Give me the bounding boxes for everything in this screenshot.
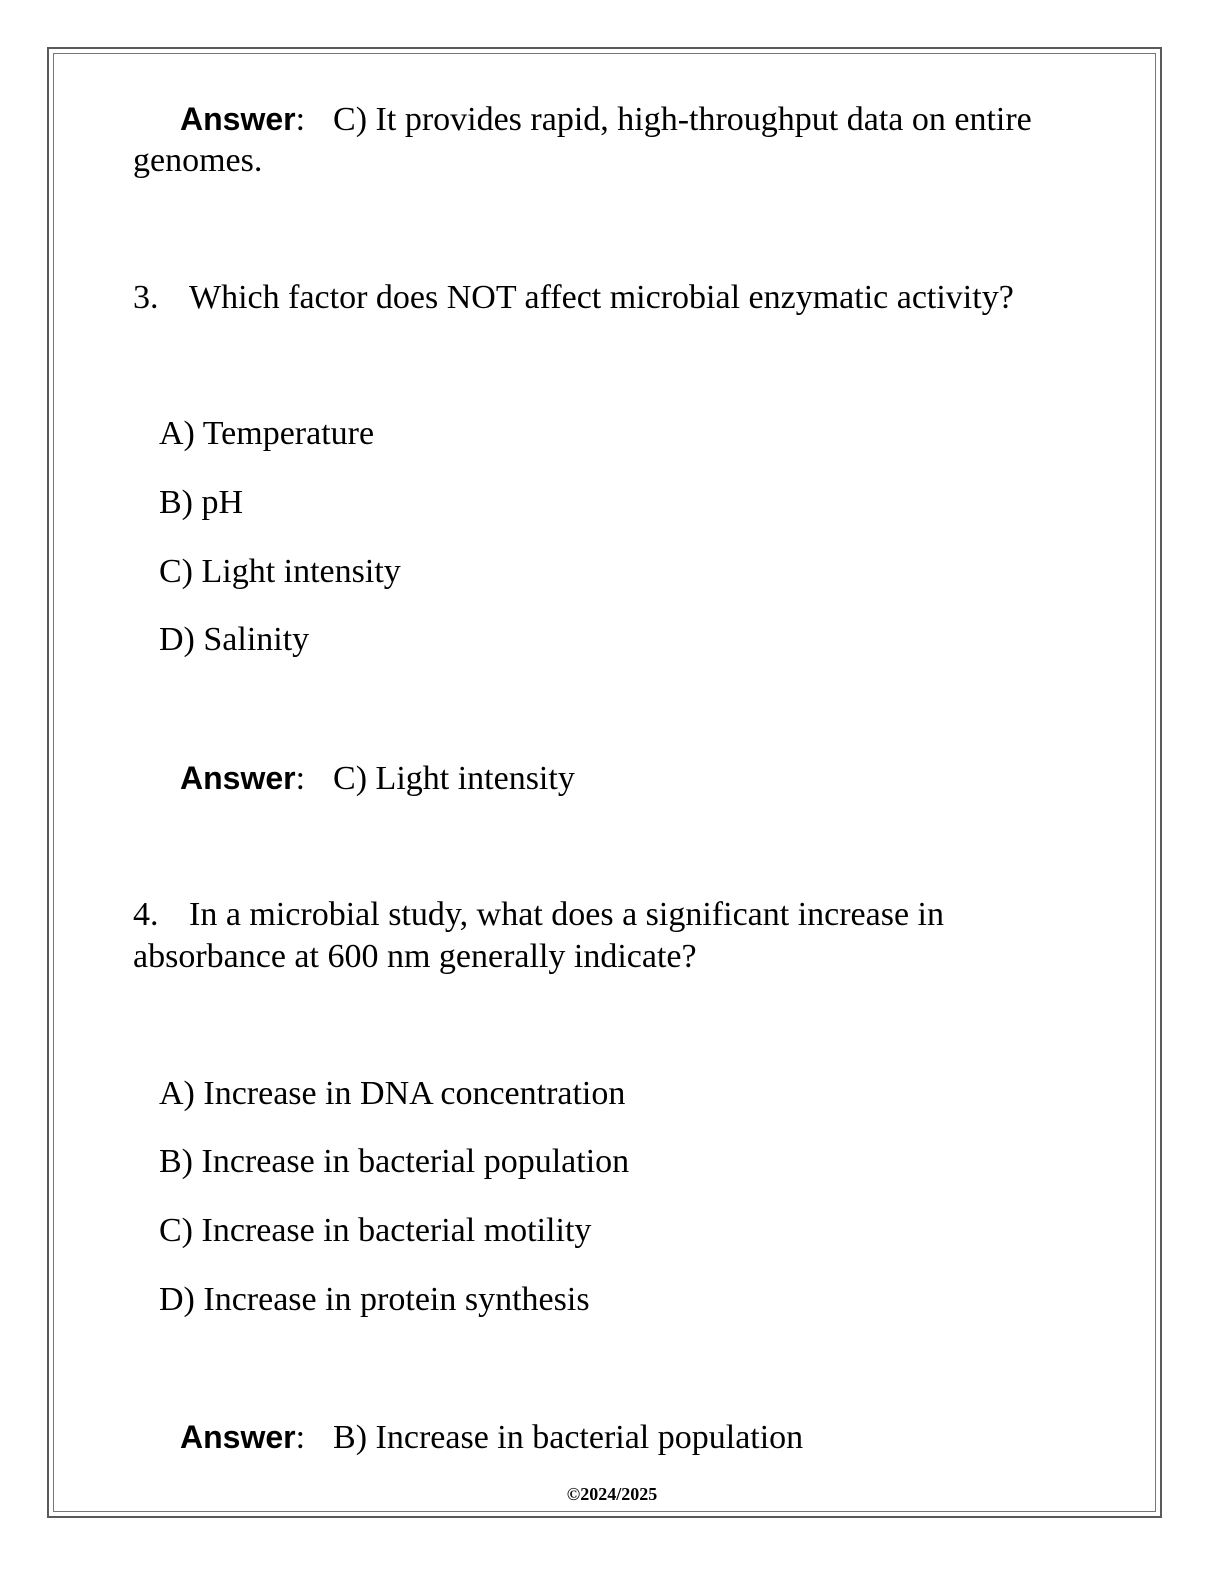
question-4-continuation: absorbance at 600 nm generally indicate? xyxy=(133,938,697,975)
question-number: 4. xyxy=(133,896,159,933)
prev-answer-text: C) It provides rapid, high-throughput data on entire xyxy=(333,101,1032,138)
question-text: In a microbial study, what does a significant increase in xyxy=(189,896,945,933)
answer-label: Answer xyxy=(180,101,296,137)
q3-option-c: C) Light intensity xyxy=(159,553,401,590)
answer-label: Answer xyxy=(180,760,296,796)
q4-answer-text: B) Increase in bacterial population xyxy=(333,1419,804,1456)
q3-option-b: B) pH xyxy=(159,484,244,521)
q4-option-c: C) Increase in bacterial motility xyxy=(159,1212,592,1249)
copyright-footer: ©2024/2025 xyxy=(566,1484,658,1504)
q4-option-b: B) Increase in bacterial population xyxy=(159,1143,630,1180)
question-3 xyxy=(133,278,1014,318)
answer-colon: : xyxy=(295,1419,306,1456)
q4-option-d: D) Increase in protein synthesis xyxy=(159,1281,590,1318)
q3-answer-text: C) Light intensity xyxy=(333,760,575,797)
q3-option-d: D) Salinity xyxy=(159,621,310,658)
prev-answer-line xyxy=(180,99,1032,140)
question-text: Which factor does NOT affect microbial enzymatic activity? xyxy=(189,279,1014,316)
q3-option-a: A) Temperature xyxy=(159,415,375,452)
answer-colon: : xyxy=(295,101,306,138)
answer-label: Answer xyxy=(180,1419,296,1455)
q4-answer xyxy=(180,1417,803,1458)
question-4 xyxy=(133,895,944,935)
question-number: 3. xyxy=(133,279,159,316)
prev-answer-continuation: genomes. xyxy=(133,142,263,179)
q4-option-a: A) Increase in DNA concentration xyxy=(159,1075,626,1112)
q3-answer xyxy=(180,758,575,799)
answer-colon: : xyxy=(295,760,306,797)
